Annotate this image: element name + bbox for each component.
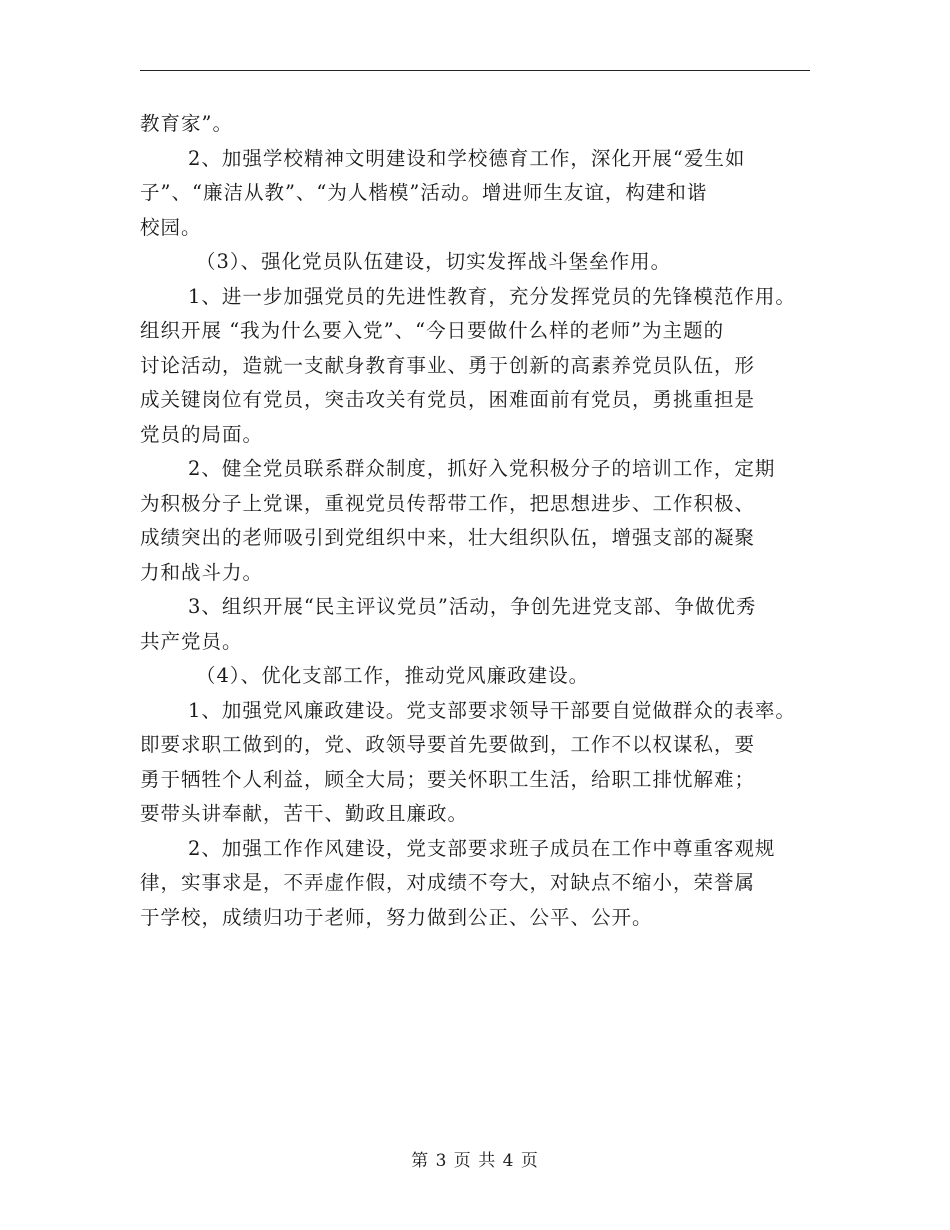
section-heading: （3）、强化党员队伍建设，切实发挥战斗堡垒作用。 <box>196 250 672 273</box>
text-line: 2、健全党员联系群众制度，抓好入党积极分子的培训工作，定期 <box>188 457 776 480</box>
text-line: 成绩突出的老师吸引到党组织中来，壮大组织队伍，增强支部的凝聚 <box>140 526 756 549</box>
text-line: 教育家”。 <box>140 112 233 135</box>
page-number: 第 3 页 共 4 页 <box>411 1151 539 1171</box>
text-line: 力和战斗力。 <box>140 560 264 584</box>
text-line: 勇于牺牲个人利益，顾全大局；要关怀职工生活，给职工排忧解难； <box>140 767 756 791</box>
text-line: 成关键岗位有党员，突击攻关有党员，困难面前有党员，勇挑重担是 <box>140 388 756 411</box>
text-line: 共产党员。 <box>140 629 243 653</box>
text-line: 组织开展 “我为什么要入党”、“今日要做什么样的老师”为主题的 <box>140 319 725 342</box>
text-line: 即要求职工做到的，党、政领导要首先要做到，工作不以权谋私，要 <box>140 733 756 756</box>
header-rule <box>140 70 810 71</box>
text-line: 1、加强党风廉政建设。党支部要求领导干部要自觉做群众的表率。 <box>188 698 796 722</box>
text-line: 1、进一步加强党员的先进性教育，充分发挥党员的先锋模范作用。 <box>188 284 796 308</box>
text-line: 律，实事求是，不弄虚作假，对成绩不夸大，对缺点不缩小，荣誉属 <box>140 871 756 894</box>
text-line: 子”、“廉洁从教”、“为人楷模”活动。增进师生友谊，构建和谐 <box>140 181 708 204</box>
text-line: 于学校，成绩归功于老师，努力做到公正、公平、公开。 <box>140 905 653 929</box>
text-line: 要带头讲奉献，苦干、勤政且廉政。 <box>140 802 469 825</box>
text-line: 3、组织开展“民主评议党员”活动，争创先进党支部、争做优秀 <box>188 595 757 618</box>
text-line: 校园。 <box>140 215 202 239</box>
document-body <box>140 107 820 935</box>
text-line: 2、加强工作作风建设，党支部要求班子成员在工作中尊重客观规 <box>188 836 776 860</box>
text-line: 党员的局面。 <box>140 422 264 446</box>
section-heading: （4）、优化支部工作，推动党风廉政建设。 <box>196 664 590 687</box>
text-line: 为积极分子上党课，重视党员传帮带工作，把思想进步、工作积极、 <box>140 491 756 515</box>
text-line: 2、加强学校精神文明建设和学校德育工作，深化开展“爱生如 <box>188 146 746 170</box>
text-line: 讨论活动，造就一支献身教育事业、勇于创新的高素养党员队伍，形 <box>140 353 756 377</box>
